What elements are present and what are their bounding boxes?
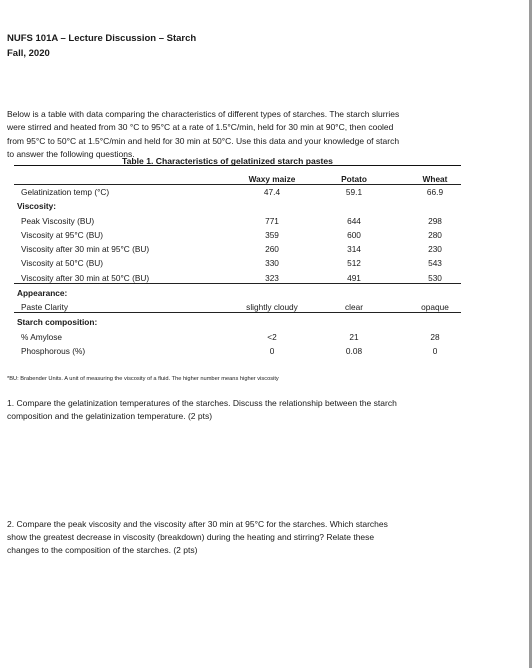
table-footnote: *BU: Brabender Units. A unit of measuring the viscosity of a fluid. The higher number means higher viscosity (7, 376, 279, 382)
question-line: show the greatest decrease in viscosity (breakdown) during the heating and stirring? Relate these (7, 532, 375, 542)
table-row (14, 216, 461, 227)
question-1 (7, 397, 522, 423)
table-cell: 66.9 (426, 187, 444, 197)
table-row-label: Viscosity after 30 min at 95°C (BU) (21, 244, 150, 254)
table-cell: 230 (428, 244, 442, 254)
table-row-label: Viscosity at 50°C (BU) (21, 258, 104, 268)
intro-paragraph (7, 108, 522, 162)
table-cell: 0.08 (345, 346, 363, 356)
question-line: 1. Compare the gelatinization temperatures of the starches. Discuss the relationship between the starch (7, 398, 397, 408)
table-row (14, 201, 461, 212)
table-cell: 330 (265, 258, 279, 268)
table-cell: 21 (349, 332, 359, 342)
table-cell: 260 (265, 244, 279, 254)
table-caption: Table 1. Characteristics of gelatinized starch pastes (122, 156, 333, 166)
table-cell: 28 (430, 332, 440, 342)
table-cell: opaque (421, 302, 449, 312)
intro-line: from 95°C to 50°C at 1.5°C/min and held for 30 min at 50°C. Use this data and your knowledge of starch (7, 135, 400, 146)
table-top-rule (14, 165, 461, 166)
table-row (14, 332, 461, 343)
table-row (14, 346, 461, 357)
term-label: Fall, 2020 (7, 48, 50, 59)
column-header-potato: Potato (341, 174, 367, 184)
table-section-label: Starch composition: (17, 317, 98, 327)
table-row (14, 187, 461, 198)
intro-line: were stirred and heated from 30 °C to 95°C at a rate of 1.5°C/min, held for 30 min at 90°C, then cooled (7, 122, 394, 133)
starch-characteristics-table (14, 165, 461, 365)
table-row-label: Phosphorous (%) (21, 346, 86, 356)
table-row-label: Gelatinization temp (°C) (21, 187, 110, 197)
table-section-rule (14, 312, 461, 313)
table-row (14, 244, 461, 255)
table-cell: clear (345, 302, 363, 312)
table-cell: 59.1 (345, 187, 363, 197)
course-title: NUFS 101A – Lecture Discussion – Starch (7, 33, 197, 44)
table-cell: 0 (432, 346, 438, 356)
table-cell: 47.4 (263, 187, 281, 197)
table-section-label: Viscosity: (17, 201, 57, 211)
question-2 (7, 518, 522, 557)
table-row (14, 317, 461, 328)
table-cell: 644 (347, 216, 361, 226)
table-row (14, 288, 461, 299)
table-section-rule (14, 283, 461, 284)
table-cell: 298 (428, 216, 442, 226)
table-cell: <2 (267, 332, 277, 342)
table-cell: 314 (347, 244, 361, 254)
table-cell: 512 (347, 258, 361, 268)
table-cell: 771 (265, 216, 279, 226)
table-row-label: Paste Clarity (21, 302, 69, 312)
table-cell: 491 (347, 273, 361, 283)
column-header-waxy-maize: Waxy maize (248, 174, 296, 184)
table-cell: 530 (428, 273, 442, 283)
intro-line: Below is a table with data comparing the characteristics of different types of starches. The starch slurries (7, 109, 400, 119)
table-row-label: Viscosity at 95°C (BU) (21, 230, 104, 240)
table-cell: 280 (428, 230, 442, 240)
table-row-label: % Amylose (21, 332, 63, 342)
question-line: composition and the gelatinization temperature. (2 pts) (7, 411, 213, 421)
table-cell: 359 (265, 230, 279, 240)
question-line: 2. Compare the peak viscosity and the viscosity after 30 min at 95°C for the starches. Which starches (7, 519, 388, 529)
table-cell: 323 (265, 273, 279, 283)
table-header-rule (14, 184, 461, 185)
table-row-label: Viscosity after 30 min at 50°C (BU) (21, 273, 150, 283)
intro-line: to answer the following questions. (7, 149, 135, 160)
table-row-label: Peak Viscosity (BU) (21, 216, 95, 226)
question-line: changes to the composition of the starches. (2 pts) (7, 545, 198, 555)
table-cell: 600 (347, 230, 361, 240)
document-header (7, 31, 196, 61)
table-row (14, 230, 461, 241)
table-row (14, 258, 461, 269)
column-header-wheat: Wheat (422, 174, 448, 184)
table-cell: slightly cloudy (246, 302, 298, 312)
table-cell: 543 (428, 258, 442, 268)
table-cell: 0 (269, 346, 275, 356)
table-section-label: Appearance: (17, 288, 68, 298)
